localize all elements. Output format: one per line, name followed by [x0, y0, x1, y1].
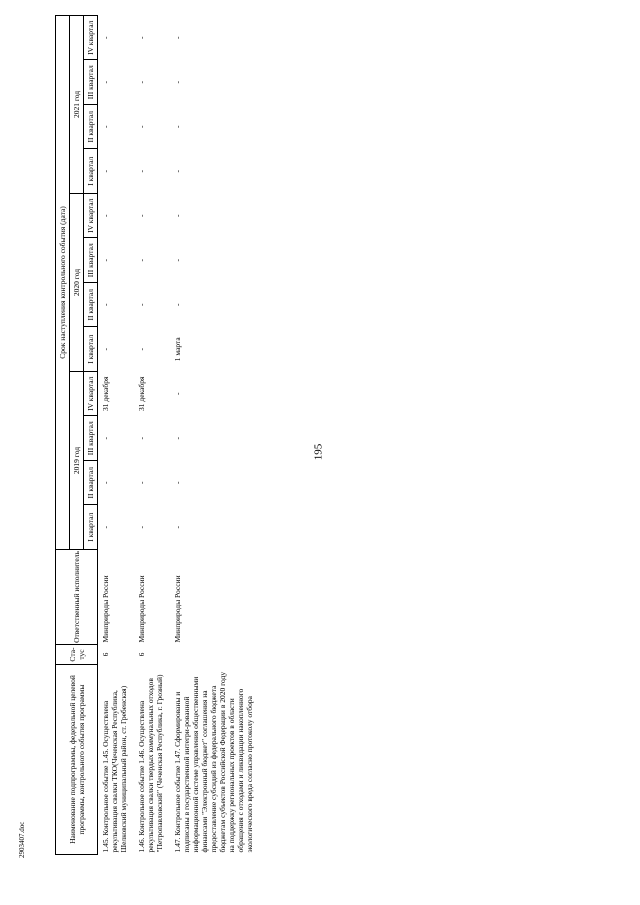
date-cell: -	[101, 259, 110, 262]
header-year-2020: 2020 год	[70, 194, 84, 372]
date-cell: 31 декабря	[101, 376, 110, 411]
date-cell: -	[173, 481, 182, 484]
date-cell: -	[137, 170, 146, 173]
date-cell: -	[137, 259, 146, 262]
page-number: 195	[312, 443, 325, 461]
date-cell: -	[101, 481, 110, 484]
header-quarter: III квартал	[84, 238, 98, 283]
event-name-cell	[134, 665, 170, 855]
date-cell: -	[173, 36, 182, 39]
event-executor: Минприроды России	[137, 575, 146, 643]
date-cell: -	[173, 303, 182, 306]
date-cell: 1 марта	[173, 337, 182, 362]
header-quarter: II квартал	[84, 461, 98, 506]
date-cell: -	[173, 437, 182, 440]
event-status	[170, 645, 260, 665]
date-cell: 31 декабря	[137, 376, 146, 411]
header-quarter: IV квартал	[84, 194, 98, 239]
header-quarter: IV квартал	[84, 372, 98, 417]
date-cell: -	[137, 36, 146, 39]
control-events-table	[55, 15, 260, 855]
date-cell: -	[173, 214, 182, 217]
date-cell: -	[101, 303, 110, 306]
header-quarter: II квартал	[84, 105, 98, 150]
header-quarter: IV квартал	[84, 15, 98, 60]
event-name: Контрольное событие 1.46. Осуществлена рекультивация свалки твердых коммунальных отходов "Петропавловский" (Чеченская Республика, г. Грозный)	[137, 674, 164, 853]
table-row	[98, 15, 135, 854]
header-quarter: III квартал	[84, 416, 98, 461]
event-name-cell	[98, 665, 135, 855]
header-quarter: III квартал	[84, 60, 98, 105]
date-cell: -	[137, 437, 146, 440]
event-number: 1.45.	[101, 837, 110, 853]
date-cell: -	[173, 392, 182, 395]
header-executor: Ответственный исполнитель	[56, 550, 98, 645]
header-status: Ста-тус	[56, 645, 98, 665]
date-cell: -	[101, 81, 110, 84]
table-row	[134, 15, 170, 854]
date-cell: -	[137, 214, 146, 217]
event-name-cell	[170, 665, 260, 855]
date-cell: -	[173, 81, 182, 84]
header-quarter: I квартал	[84, 327, 98, 372]
date-cell: -	[173, 170, 182, 173]
date-cell: -	[101, 437, 110, 440]
date-cell: -	[173, 259, 182, 262]
header-quarter: I квартал	[84, 149, 98, 194]
event-name: Контрольное событие 1.47. Сформированы и подписаны в государственной интегри-рованной информационной системе управления общественными финансами "Электронный бюджет" соглашения на предоставление субсидий из федерального бюджета бюджетам субъектов Российской Федерации в 2020 году на поддержку региональных проектов в области обращения с отходами и ликвидации накопленного экологического вреда согласно протоколу отбора	[173, 671, 254, 853]
table-row	[170, 15, 260, 854]
date-cell: -	[137, 526, 146, 529]
date-cell: -	[137, 303, 146, 306]
header-quarter: I квартал	[84, 505, 98, 550]
event-status: 6	[137, 652, 146, 657]
date-cell: -	[137, 481, 146, 484]
date-cell: -	[173, 526, 182, 529]
date-cell: -	[101, 170, 110, 173]
rotated-page	[55, 0, 640, 855]
date-cell: -	[101, 348, 110, 351]
header-quarter: II квартал	[84, 283, 98, 328]
header-year-2019: 2019 год	[70, 372, 84, 550]
event-name: Контрольное событие 1.45. Осуществлена рекультивация свалки ТКО(Чеченская Республика, Шелковский муниципальный район, ст. Гребенская)	[101, 685, 128, 853]
date-cell: -	[137, 81, 146, 84]
header-year-2021: 2021 год	[70, 15, 84, 193]
date-cell: -	[137, 125, 146, 128]
date-cell: -	[101, 125, 110, 128]
date-cell: -	[173, 125, 182, 128]
header-name: Наименование подпрограммы, федеральной целевой программы, контрольного события программы	[56, 665, 98, 855]
header-deadline: Срок наступления контрольного события (дата)	[56, 15, 70, 549]
event-number: 1.46.	[137, 837, 146, 853]
event-executor: Минприроды России	[173, 575, 182, 643]
date-cell: -	[101, 526, 110, 529]
event-number: 1.47.	[173, 837, 182, 853]
event-executor: Минприроды России	[101, 575, 110, 643]
document-code: 2903407.doc	[18, 821, 26, 858]
event-status: 6	[101, 652, 110, 657]
date-cell: -	[101, 36, 110, 39]
date-cell: -	[101, 214, 110, 217]
date-cell: -	[137, 348, 146, 351]
